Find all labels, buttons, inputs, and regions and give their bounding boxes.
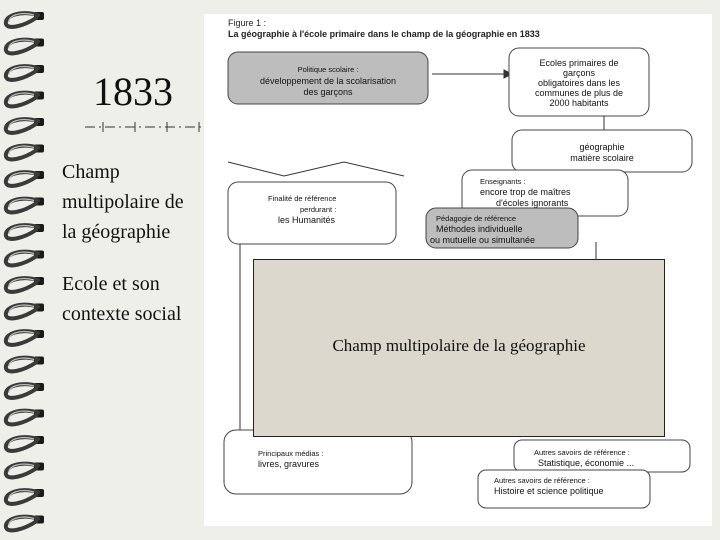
svg-text:matière scolaire: matière scolaire xyxy=(570,153,634,163)
svg-text:garçons: garçons xyxy=(562,68,596,78)
svg-text:géographie: géographie xyxy=(579,142,625,152)
svg-text:Enseignants :: Enseignants : xyxy=(480,177,526,186)
figure-heading: La géographie à l'école primaire dans le champ de la géographie en 1833 xyxy=(228,29,540,39)
svg-text:développement de la scolarisa: développement de la scolarisation xyxy=(259,76,397,86)
slide-title: 1833 xyxy=(93,69,173,114)
box-medias xyxy=(224,430,412,494)
box-ecoles-primaires xyxy=(509,48,649,116)
title-underline-decoration xyxy=(85,120,215,134)
bullet-champ-multipolaire: Champ multipolaire de la géographie xyxy=(62,161,184,243)
bullet-ecole-contexte: Ecole et son contexte social xyxy=(62,273,182,325)
box-geographie-matiere xyxy=(512,130,692,172)
svg-text:des garçons: des garçons xyxy=(303,87,353,97)
svg-text:Autres savoirs de référence :: Autres savoirs de référence : xyxy=(494,476,590,485)
svg-text:livres, gravures: livres, gravures xyxy=(258,459,320,469)
svg-text:Autres savoirs de référence :: Autres savoirs de référence : xyxy=(534,448,630,457)
svg-text:Politique scolaire :: Politique scolaire : xyxy=(297,65,359,74)
svg-text:perdurant :: perdurant : xyxy=(300,205,337,214)
box-pedagogie xyxy=(426,208,578,248)
svg-text:Principaux médias :: Principaux médias : xyxy=(258,449,324,458)
overlay-text: Champ multipolaire de la géographie xyxy=(332,336,586,355)
svg-text:Ecoles primaires de: Ecoles primaires de xyxy=(539,58,619,68)
box-politique-scolaire xyxy=(228,52,428,104)
svg-text:les Humanités: les Humanités xyxy=(278,215,336,225)
svg-text:Statistique, économie ...: Statistique, économie ... xyxy=(538,458,635,468)
svg-text:Méthodes individuelle: Méthodes individuelle xyxy=(436,224,523,234)
svg-text:2000 habitants: 2000 habitants xyxy=(549,98,609,108)
svg-text:encore trop de maîtres: encore trop de maîtres xyxy=(480,187,571,197)
svg-text:Finalité de référence: Finalité de référence xyxy=(268,194,337,203)
binder-spiral xyxy=(0,0,56,540)
svg-text:d'écoles ignorants: d'écoles ignorants xyxy=(496,198,569,208)
svg-text:ou mutuelle ou simultanée: ou mutuelle ou simultanée xyxy=(430,235,536,245)
figure-label: Figure 1 : xyxy=(228,18,267,28)
svg-text:obligatoires dans les: obligatoires dans les xyxy=(537,78,621,88)
overlay-annotation xyxy=(253,259,665,437)
box-autres-savoirs-statistique xyxy=(514,440,690,472)
box-autres-savoirs-histoire xyxy=(478,470,650,508)
svg-text:communes de plus de: communes de plus de xyxy=(534,88,624,98)
svg-text:Histoire et science politique: Histoire et science politique xyxy=(494,486,604,496)
svg-text:Pédagogie de référence: Pédagogie de référence xyxy=(436,214,517,223)
bullet-list xyxy=(62,157,202,351)
box-finalite xyxy=(228,182,396,244)
